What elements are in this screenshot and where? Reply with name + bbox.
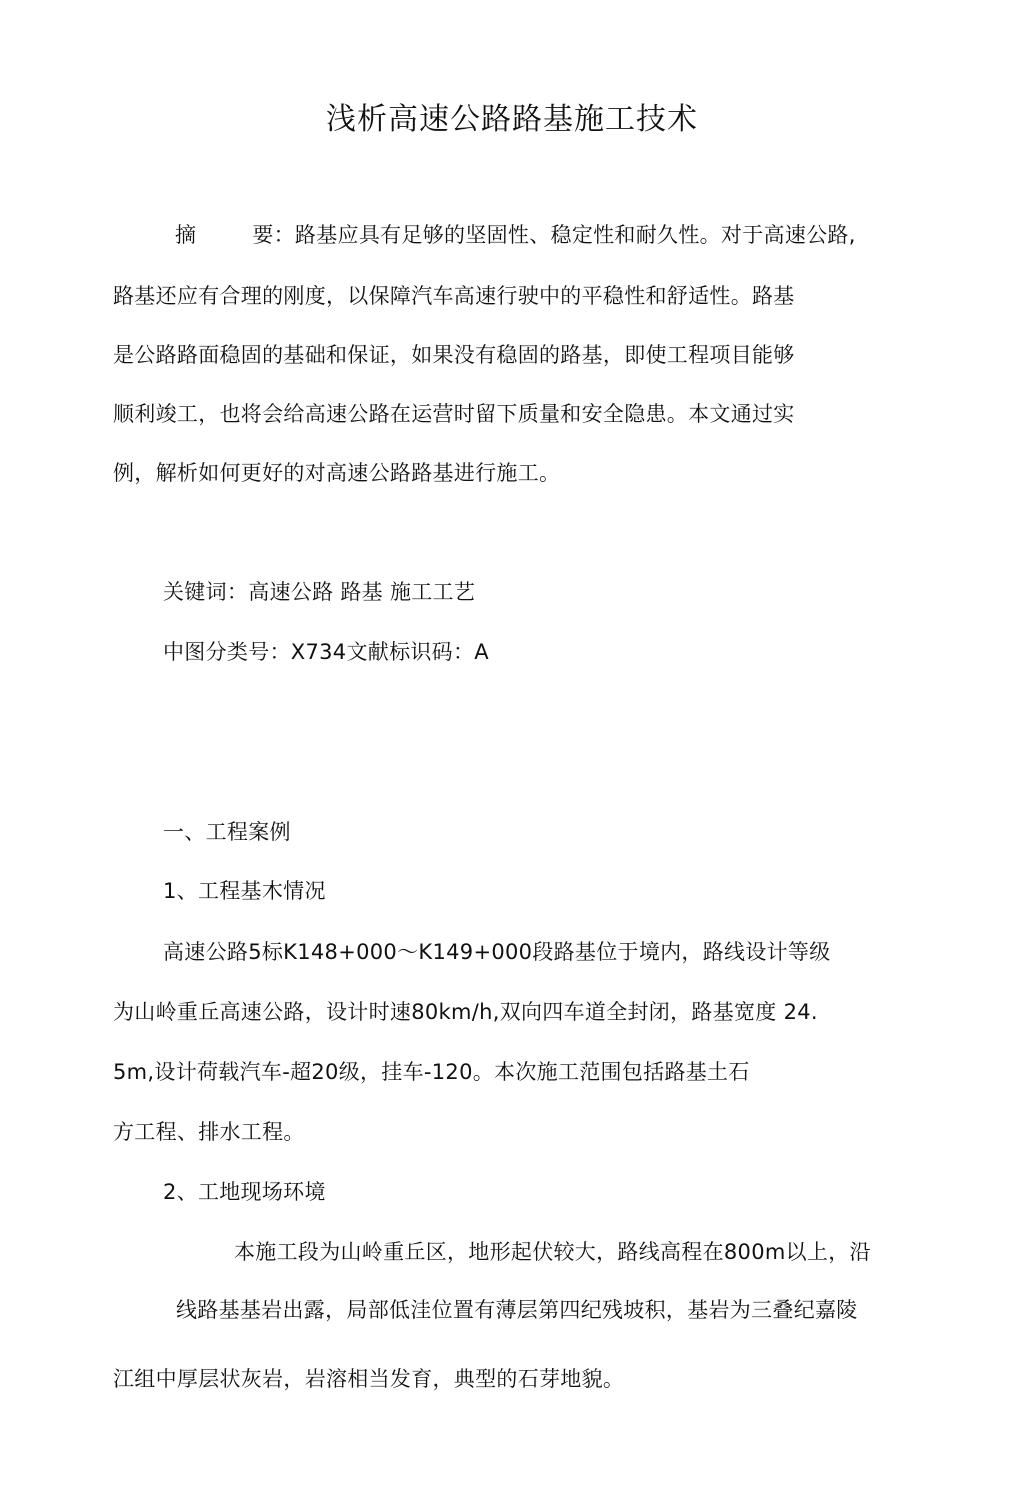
subsection-heading-1: 1、工程基木情况 xyxy=(163,879,326,903)
abstract-text-1: 路基应具有足够的坚固性、稳定性和耐久性。对于高速公路, xyxy=(294,223,856,247)
abstract-line-1 xyxy=(175,221,856,249)
abstract-text-2: 路基还应有合理的刚度，以保障汽车高速行驶中的平稳性和舒适性。路基 xyxy=(113,284,795,308)
subsection-heading-2: 2、工地现场环境 xyxy=(163,1180,326,1204)
abstract-label-first: 摘 xyxy=(175,223,197,247)
paragraph-1-line-3: 5m,设计荷载汽车-超20级，挂车-120。本次施工范围包括路基土石 xyxy=(113,1060,750,1084)
paragraph-1-line-1: 高速公路5标K148+000～K149+000段路基位于境内，路线设计等级 xyxy=(163,940,831,964)
paragraph-2-line-3: 江组中厚层状灰岩，岩溶相当发育，典型的石芽地貌。 xyxy=(113,1367,625,1391)
paragraph-2-line-1: 本施工段为山岭重丘区，地形起伏较大，路线高程在800m以上，沿 xyxy=(234,1240,871,1264)
abstract-text-5: 例，解析如何更好的对高速公路路基进行施工。 xyxy=(113,461,561,485)
classification: 中图分类号：X734文献标识码：A xyxy=(163,640,489,664)
document-title: 浅析高速公路路基施工技术 xyxy=(326,102,698,137)
abstract-label-second: 要： xyxy=(252,223,295,247)
paragraph-1-line-2: 为山岭重丘高速公路，设计时速80km/h,双向四车道全封闭，路基宽度 24. xyxy=(113,1000,818,1024)
section-heading: 一、工程案例 xyxy=(163,820,291,844)
abstract-text-4: 顺利竣工，也将会给高速公路在运营时留下质量和安全隐患。本文通过实 xyxy=(113,402,795,426)
keywords: 关键词：高速公路 路基 施工工艺 xyxy=(163,580,476,604)
abstract-text-3: 是公路路面稳固的基础和保证，如果没有稳固的路基，即使工程项目能够 xyxy=(113,343,795,367)
paragraph-2-line-2: 线路基基岩出露，局部低洼位置有薄层第四纪残坡积，基岩为三叠纪嘉陵 xyxy=(176,1298,858,1322)
paragraph-1-line-4: 方工程、排水工程。 xyxy=(113,1120,305,1144)
